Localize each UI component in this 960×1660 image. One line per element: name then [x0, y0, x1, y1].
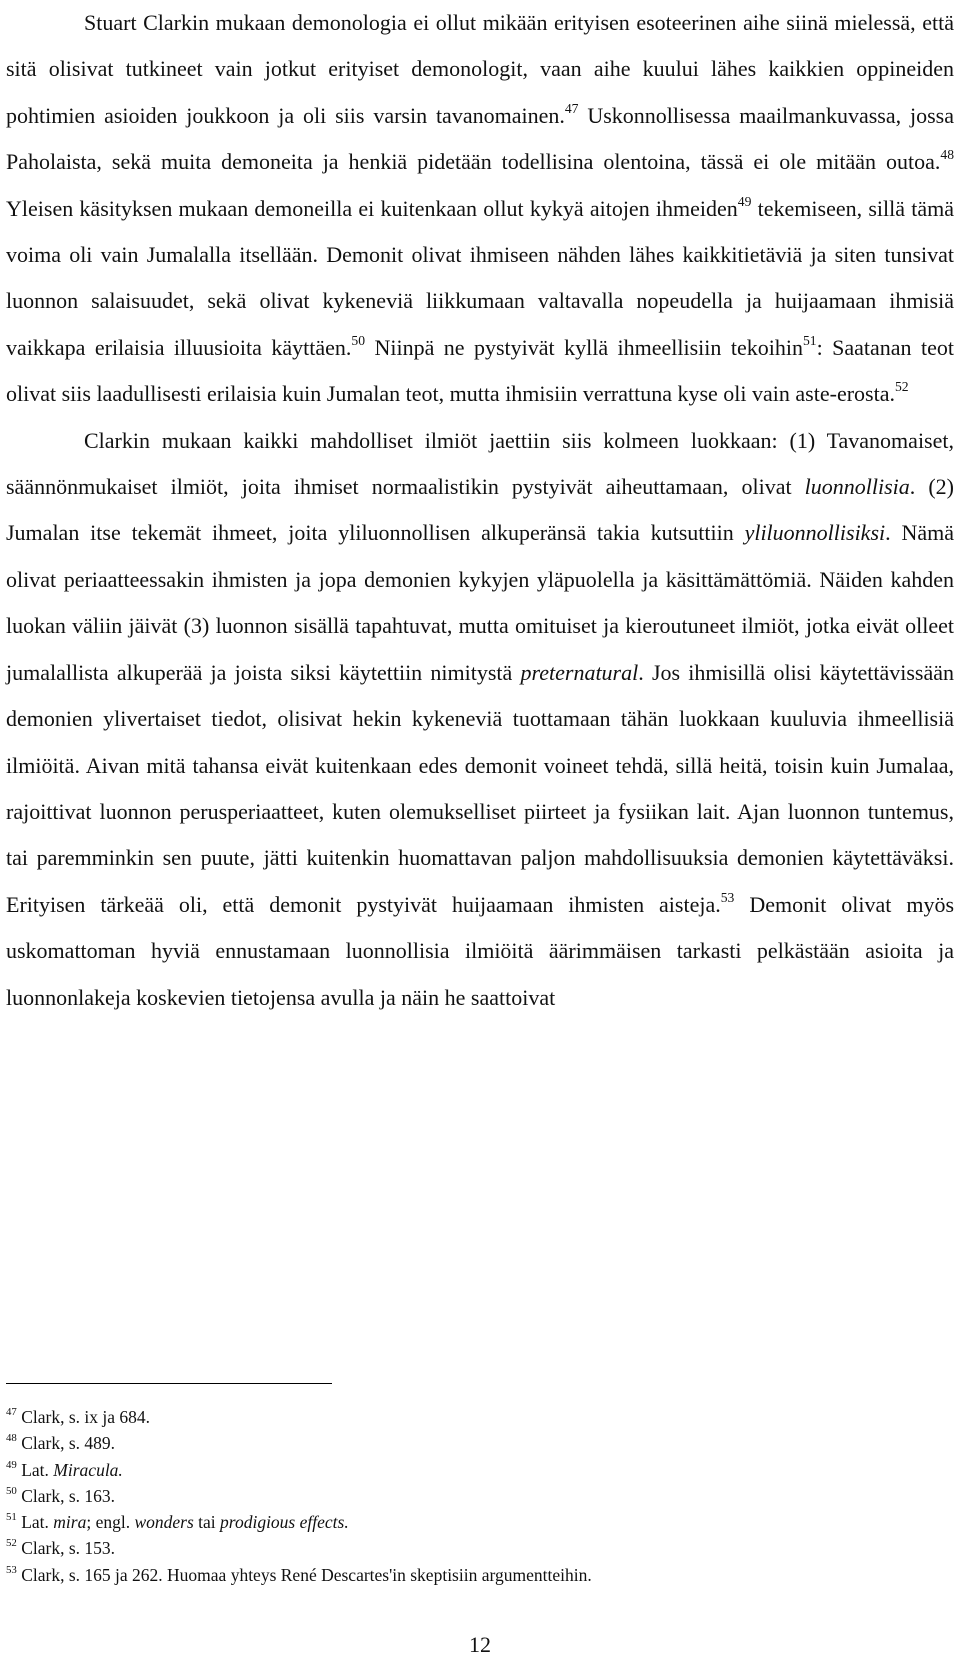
- page-number: 12: [469, 1632, 491, 1657]
- footnote-marker: 53: [720, 889, 735, 905]
- italic-term: Miracula.: [53, 1459, 123, 1480]
- footnote-marker: 50: [6, 1484, 17, 1497]
- footnote: [6, 1457, 592, 1483]
- italic-term: preternatural: [520, 659, 639, 685]
- text-run: . Jos ihmisillä olisi käytettävissään demonien ylivertaiset tiedot, olisivat hekin kykeneviä tuottamaan tähän luokkaan kuuluvia ihmeellisiä ilmiöitä. Aivan mitä tahansa eivät kuitenkaan edes demonit voineet tehdä, sillä heitä, toisin kuin Jumalaa, rajoittivat luonnon perusperiaatteet, kuten olemukselliset piirteet ja fysiikan lait. Ajan luonnon tuntemus, tai paremminkin sen puute, jätti kuitenkin huomattavan paljon mahdollisuuksia demonien käytettäväksi. Erityisen tärkeää oli, että demonit pystyivät huijaamaan ihmisten aisteja.: [6, 659, 954, 917]
- footnote: [6, 1404, 592, 1430]
- text-run: Clark, s. 163.: [16, 1485, 116, 1506]
- italic-term: yliluonnollisiksi: [744, 520, 886, 546]
- text-run: Stuart Clarkin mukaan demonologia ei ollut mikään erityisen esoteerinen aihe siinä mielessä, että sitä olisivat tutkineet vain jotkut erityiset demonologit, vaan aihe kuului lähes kaikkien oppineiden pohtimien asioiden joukkoon ja oli siis varsin tavanomainen.: [6, 10, 954, 128]
- text-run: Uskonnollisessa maailmankuvassa, jossa Paholaista, sekä muita demoneita ja henkiä pidetään todellisina olentoina, tässä ei ole mitään outoa.: [6, 102, 954, 175]
- text-run: tai: [193, 1512, 221, 1533]
- paragraph: [6, 418, 954, 1021]
- text-run: Clark, s. 153.: [16, 1538, 116, 1559]
- paragraph: [6, 0, 954, 418]
- text-run: Yleisen käsityksen mukaan demoneilla ei kuitenkaan ollut kykyä aitojen ihmeiden: [6, 195, 738, 221]
- body-text: [6, 0, 954, 1021]
- text-run: Clark, s. 165 ja 262. Huomaa yhteys René Descartes'in skeptisiin argumentteihin.: [16, 1564, 592, 1585]
- text-run: Niinpä ne pystyivät kyllä ihmeellisiin tekoihin: [365, 334, 803, 360]
- footnote-marker: 48: [6, 1432, 17, 1445]
- italic-term: luonnollisia: [804, 474, 910, 500]
- footnote: [6, 1509, 592, 1535]
- italic-term: prodigious effects.: [220, 1512, 349, 1533]
- text-run: Lat.: [16, 1512, 54, 1533]
- italic-term: mira: [53, 1512, 87, 1533]
- text-run: Clark, s. 489.: [16, 1433, 116, 1454]
- footnote-marker: 48: [940, 147, 954, 162]
- footnote: [6, 1430, 592, 1456]
- footnote-marker: 51: [802, 332, 817, 348]
- footnote-marker: 47: [564, 100, 579, 116]
- footnote-marker: 49: [737, 193, 752, 209]
- text-run: tekemiseen, sillä tämä voima oli vain Jumalalla itsellään. Demonit olivat ihmiseen nähden lähes kaikkitietäviä ja siten tunsivat luonnon salaisuudet, sekä olivat kykeneviä liikkumaan valtavalla nopeudella ja huijaamaan ihmisiä vaikkapa erilaisia illuusioita käyttäen.: [6, 195, 954, 360]
- footnote-marker: 53: [6, 1563, 17, 1576]
- footnotes: [6, 1404, 592, 1588]
- footnote: [6, 1535, 592, 1561]
- footnote-marker: 47: [6, 1405, 17, 1418]
- text-run: ; engl.: [86, 1512, 135, 1533]
- footnote-marker: 50: [351, 332, 366, 348]
- footnote-marker: 49: [6, 1458, 17, 1471]
- text-run: . (2) Jumalan itse tekemät ihmeet, joita yliluonnollisen alkuperänsä takia kutsuttiin: [6, 474, 954, 546]
- footnote: [6, 1483, 592, 1509]
- italic-term: wonders: [134, 1512, 194, 1533]
- footnote: [6, 1562, 592, 1588]
- text-run: Clark, s. ix ja 684.: [16, 1407, 151, 1427]
- text-run: Demonit olivat myös uskomattoman hyviä ennustamaan luonnollisia ilmiöitä äärimmäisen tarkasti pelkästään asioita ja luonnonlakeja koskevien tietojensa avulla ja näin he saattoivat: [6, 891, 955, 1010]
- footnote-marker: 52: [894, 379, 909, 395]
- footnote-marker: 52: [6, 1537, 17, 1550]
- footnote-separator: [6, 1383, 332, 1384]
- text-run: : Saatanan teot olivat siis laadullisesti erilaisia kuin Jumalan teot, mutta ihmisiin verrattuna kyse oli vain aste-erosta.: [6, 334, 954, 407]
- text-run: Clarkin mukaan kaikki mahdolliset ilmiöt jaettiin siis kolmeen luokkaan: (1) Tavanomaiset, säännönmukaiset ilmiöt, joita ihmiset normaalistikin pystyivät aiheuttamaan, olivat: [6, 427, 954, 500]
- text-run: . Nämä olivat periaatteessakin ihmisten ja jopa demonien kykyjen yläpuolella ja käsittämättömiä. Näiden kahden luokan väliin jäivät (3) luonnon sisällä tapahtuvat, mutta omituiset ja kieroutuneet ilmiöt, jotka eivät olleet jumalallista alkuperää ja joista siksi käytettiin nimitystä: [6, 520, 955, 685]
- text-run: Lat.: [16, 1459, 54, 1480]
- footnote-marker: 51: [6, 1511, 17, 1524]
